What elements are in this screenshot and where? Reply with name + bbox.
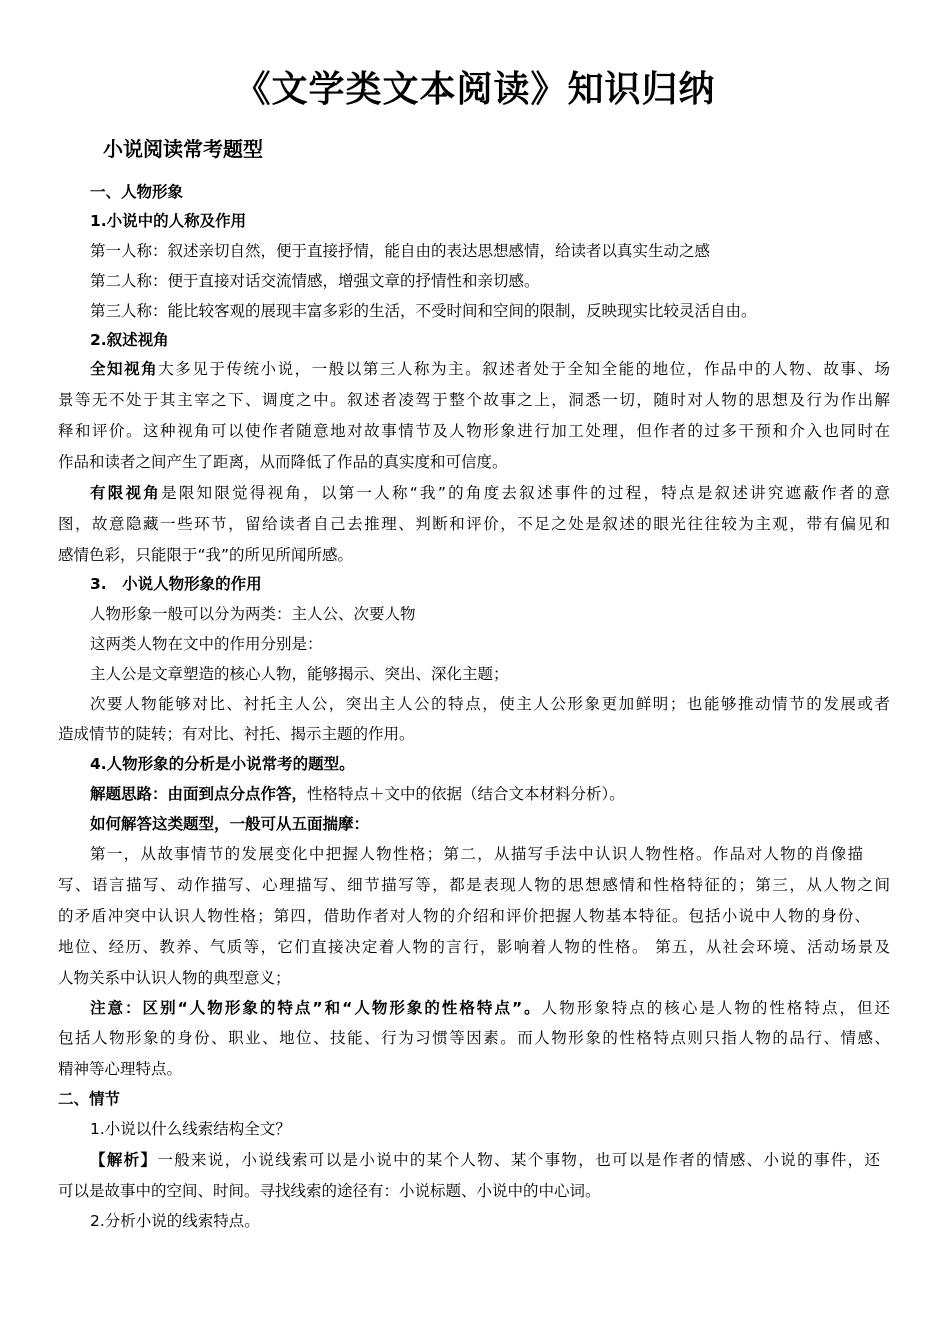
paragraph-line: 包括人物形象的身份、职业、地位、技能、行为习惯等因素。而人物形象的性格特点则只指人物的品行、情感、 [58, 1029, 890, 1047]
paragraph-line: 【解析】一般来说，小说线索可以是小说中的某个人物、某个事物，也可以是作者的情感、小说的事件，还 [90, 1151, 880, 1169]
paragraph-line: 注意：区别“人物形象的特点”和“人物形象的性格特点”。人物形象特点的核心是人物的性格特点，但还 [90, 999, 890, 1017]
analysis-label: 【解析】 [90, 1151, 158, 1169]
paragraph-line: 如何解答这类题型，一般可从五面揣摩： [90, 815, 370, 833]
paragraph-line: 作品和读者之间产生了距离，从而降低了作品的真实度和可信度。 [58, 453, 508, 471]
paragraph-line: 这两类人物在文中的作用分别是： [90, 635, 323, 653]
paragraph-line: 释和评价。这种视角可以使作者随意地对故事情节及人物形象进行加工处理，但作者的过多干预和介入也同时在 [58, 422, 890, 440]
subheading-analysis: 4.人物形象的分析是小说常考的题型。 [90, 755, 355, 773]
paragraph-line: 第三人称：能比较客观的展现丰富多彩的生活，不受时间和空间的限制，反映现实比较灵活自由。 [90, 302, 757, 320]
paragraph-line: 次要人物能够对比、衬托主人公，突出主人公的特点，使主人公形象更加鲜明；也能够推动情节的发展或者 [90, 695, 890, 713]
heading-plot: 二、情节 [58, 1090, 121, 1108]
note-label: 注意：区别“人物形象的特点”和“人物形象的性格特点”。 [90, 999, 542, 1017]
subheading-perspective: 2.叙述视角 [90, 331, 169, 349]
paragraph-line: 主人公是文章塑造的核心人物，能够揭示、突出、深化主题； [90, 665, 509, 683]
heading-character-image: 一、人物形象 [90, 183, 184, 201]
paragraph-line: 景等无不处于其主宰之下、调度之中。叙述者凌驾于整个故事之上，洞悉一切，随时对人物的思想及行为作出解 [58, 391, 890, 409]
subheading-role: 3. 小说人物形象的作用 [90, 575, 262, 593]
paragraph-line: 全知视角大多见于传统小说，一般以第三人称为主。叙述者处于全知全能的地位，作品中的人物、故事、场 [90, 360, 890, 378]
term-omniscient: 全知视角 [90, 360, 159, 378]
paragraph-line: 的矛盾冲突中认识人物性格；第四，借助作者对人物的介绍和评价把握人物基本特征。包括小说中人物的身份、 [58, 907, 870, 925]
paragraph-line: 地位、经历、教养、气质等，它们直接决定着人物的言行，影响着人物的性格。 第五，从社会环境、活动场景及 [58, 938, 890, 956]
paragraph-line: 第一人称：叙述亲切自然，便于直接抒情，能自由的表达思想感情，给读者以真实生动之感 [90, 242, 711, 260]
paragraph-line: 造成情节的陡转；有对比、衬托、揭示主题的作用。 [58, 725, 415, 743]
paragraph-line: 感情色彩，只能限于“我”的所见所闻所感。 [58, 546, 354, 564]
section-heading: 小说阅读常考题型 [103, 137, 263, 161]
paragraph-line: 1.小说以什么线索结构全文？ [90, 1120, 291, 1138]
subheading-person: 1.小说中的人称及作用 [90, 212, 247, 230]
paragraph-line: 写、语言描写、动作描写、心理描写、细节描写等，都是表现人物的思想感情和性格特征的；第三，从人物之间 [58, 876, 890, 894]
page-title: 《文学类文本阅读》知识归纳 [234, 69, 716, 110]
paragraph-line: 解题思路：由面到点分点作答，性格特点＋文中的依据（结合文本材料分析）。 [90, 785, 625, 803]
paragraph-line: 有限视角是限知限觉得视角，以第一人称“我”的角度去叙述事件的过程，特点是叙述讲究遮蔽作者的意 [90, 484, 890, 502]
paragraph-line: 第一，从故事情节的发展变化中把握人物性格；第二，从描写手法中认识人物性格。作品对人物的肖像描 [90, 845, 863, 863]
paragraph-line: 人物关系中认识人物的典型意义； [58, 969, 291, 987]
paragraph-line: 人物形象一般可以分为两类：主人公、次要人物 [90, 605, 416, 623]
term-limited: 有限视角 [90, 484, 162, 502]
paragraph-line: 第二人称：便于直接对话交流情感，增强文章的抒情性和亲切感。 [90, 272, 540, 290]
paragraph-line: 2.分析小说的线索特点。 [90, 1212, 260, 1230]
paragraph-line: 精神等心理特点。 [58, 1060, 183, 1078]
paragraph-line: 可以是故事中的空间、时间。寻找线索的途径有：小说标题、小说中的中心词。 [58, 1182, 601, 1200]
paragraph-line: 图，故意隐藏一些环节，留给读者自己去推理、判断和评价，不足之处是叙述的眼光往往较为主观，带有偏见和 [58, 515, 890, 533]
